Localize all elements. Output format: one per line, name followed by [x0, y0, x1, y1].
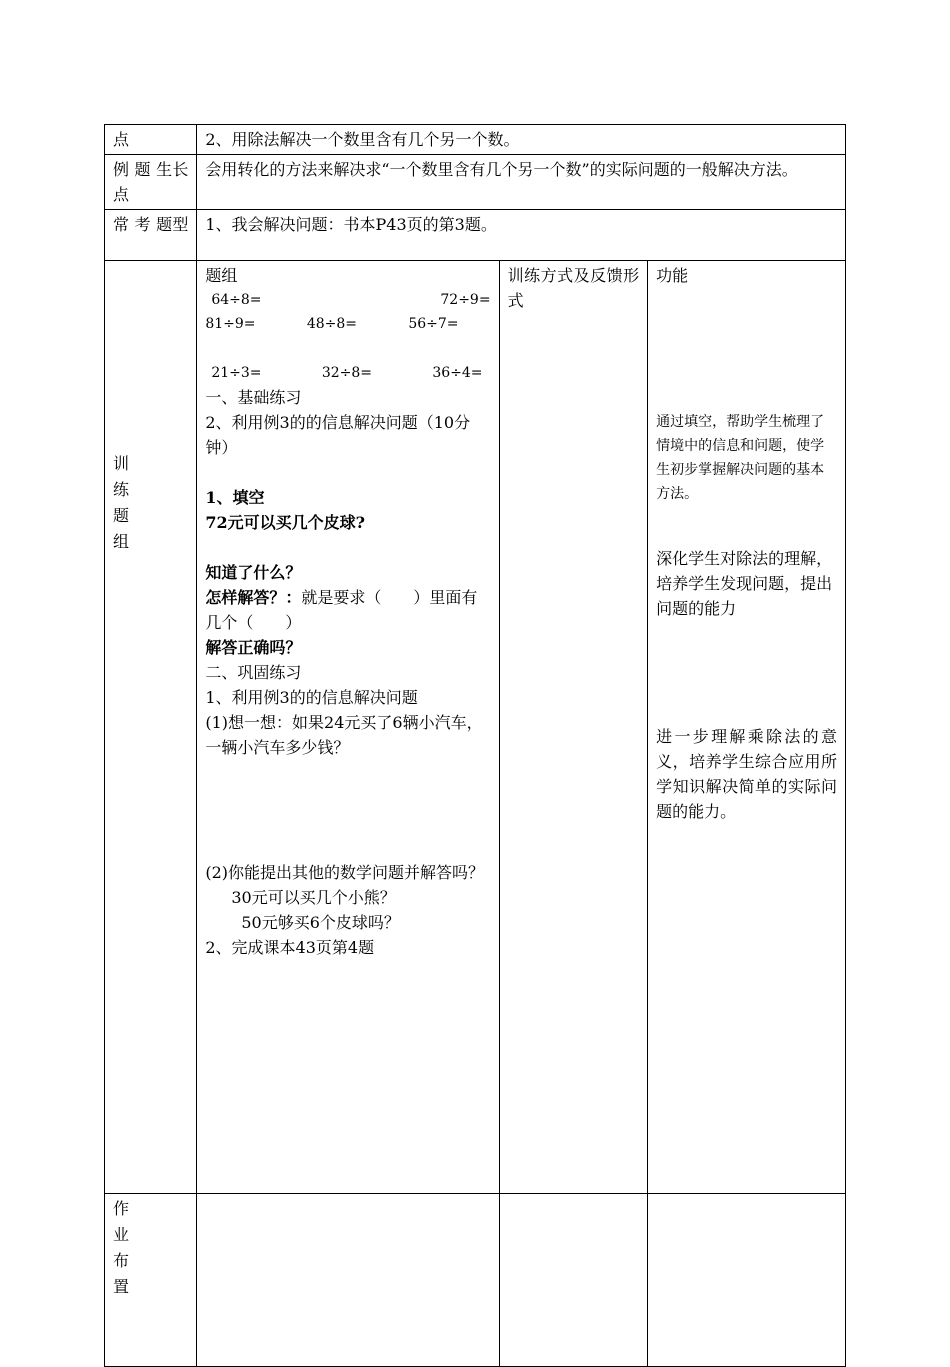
row-example-growth [105, 155, 846, 210]
lesson-plan-table [104, 124, 846, 1367]
think-question: (1)想一想：如果24元买了6辆小汽车，一辆小汽车多少钱？ [205, 713, 483, 757]
how-answer: 怎样解答？：就是要求（ ）里面有几个（ ） [205, 588, 478, 632]
question-ball: 50元够买6个皮球吗？ [241, 913, 400, 932]
homework-content [197, 1194, 499, 1367]
calc-row-2: 81÷9= 48÷8= 56÷7= [205, 316, 459, 332]
other-question: (2)你能提出其他的数学问题并解答吗？ [205, 863, 485, 882]
content-example-growth: 会用转化的方法来解决求“一个数里含有几个另一个数”的实际问题的一般解决方法。 [197, 155, 846, 210]
item-use-example: 2、利用例3的的信息解决问题（10分钟） [205, 413, 471, 457]
function-column [648, 261, 846, 1194]
fill-title: 1、填空 [205, 488, 265, 507]
content-point: 2、用除法解决一个数里含有几个另一个数。 [197, 125, 846, 155]
row-common-question [105, 210, 846, 261]
label-training: 训 练 题 组 [105, 261, 197, 1194]
fill-question: 72元可以买几个皮球? [205, 513, 366, 532]
function-2: 深化学生对除法的理解，培养学生发现问题，提出问题的能力 [656, 549, 833, 618]
label-homework: 作 业 布 置 [105, 1194, 197, 1367]
row-point [105, 125, 846, 155]
section-consolidate: 二、巩固练习 [205, 663, 302, 682]
function-1: 通过填空，帮助学生梳理了情境中的信息和问题，使学生初步掌握解决问题的基本方法。 [656, 414, 825, 502]
section-basic: 一、基础练习 [205, 388, 302, 407]
function-3: 进一步理解乘除法的意义，培养学生综合应用所学知识解决简单的实际问题的能力。 [656, 727, 837, 821]
label-point: 点 [105, 125, 197, 155]
label-common-question: 常 考 题型 [105, 210, 197, 261]
answer-correct: 解答正确吗？ [205, 638, 302, 657]
item-use-example-2: 1、利用例3的的信息解决问题 [205, 688, 418, 707]
calc-row-3: 21÷3= 32÷8= 36÷4= [211, 365, 483, 381]
header-group: 题组 [205, 266, 238, 285]
header-method: 训练方式及反馈形式 [499, 261, 648, 1194]
homework-function [648, 1194, 846, 1367]
calc-row-1: 64÷8= 72÷9= [211, 292, 491, 308]
training-content [197, 261, 499, 1194]
question-bear: 30元可以买几个小熊？ [231, 888, 396, 907]
item-textbook: 2、完成课本43页第4题 [205, 938, 375, 957]
content-common-question: 1、我会解决问题：书本P43页的第3题。 [197, 210, 846, 261]
know-what: 知道了什么？ [205, 563, 302, 582]
row-training [105, 261, 846, 1194]
label-example-growth: 例 题 生长点 [105, 155, 197, 210]
homework-method [499, 1194, 648, 1367]
header-function: 功能 [656, 266, 689, 285]
row-homework [105, 1194, 846, 1367]
